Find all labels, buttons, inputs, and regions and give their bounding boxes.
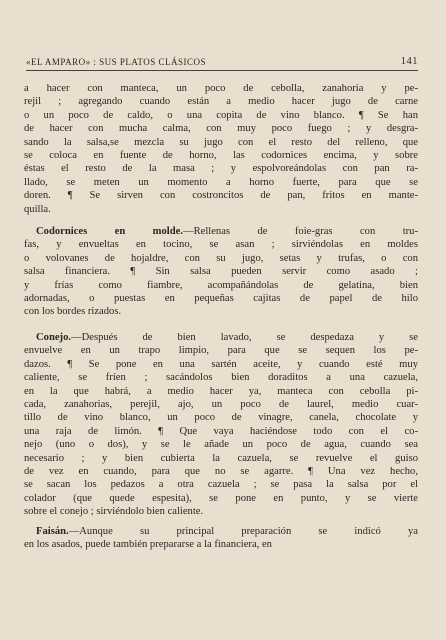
line-text: tillo de vino blanco, un poco de vinagre, canela, chocolate y bbox=[24, 412, 418, 424]
paragraph-p4 bbox=[24, 525, 418, 552]
line-text: necesario ; y bien cubierta la cazuela, se revuelve el guiso bbox=[24, 452, 418, 464]
line-text: —Después de bien lavado, se despedaza y se bbox=[71, 332, 418, 343]
text-line bbox=[24, 398, 418, 411]
text-line bbox=[24, 189, 418, 202]
line-text: una raja de limón. ¶ Que vaya haciéndose todo con el co- bbox=[24, 425, 418, 437]
paragraph-p3 bbox=[24, 331, 418, 519]
text-line bbox=[24, 305, 418, 318]
text-line bbox=[24, 162, 418, 175]
recipe-heading: Conejo. bbox=[36, 332, 72, 343]
text-line bbox=[24, 331, 418, 344]
text-line bbox=[24, 358, 418, 371]
line-text: en los asados, puede también prepararse a la financiera, en bbox=[24, 539, 272, 551]
line-text: doren. ¶ Se sirven con costroncitos de pan, fritos en mante- bbox=[24, 190, 418, 202]
line-text: envuelve en un trapo limpio, para que se sequen los pe- bbox=[24, 345, 418, 357]
page-number: 141 bbox=[400, 56, 418, 67]
line-text: se coloca en fuente de horno, las codornices encima, y sobre bbox=[24, 150, 418, 162]
text-line bbox=[24, 136, 418, 149]
paragraph-p1 bbox=[24, 82, 418, 216]
line-text: dazos. ¶ Se pone en una sartén aceite, y cuando esté muy bbox=[24, 358, 418, 370]
running-title: «EL AMPARO» : SUS PLATOS CLÁSICOS bbox=[26, 57, 206, 67]
text-line bbox=[24, 122, 418, 135]
line-text: a hacer con manteca, un poco de cebolla, zanahoria y pe- bbox=[24, 83, 418, 94]
line-text: se sacan los pedazos a otra cazuela ; se pasa la salsa por el bbox=[24, 479, 418, 491]
text-line bbox=[24, 525, 418, 538]
recipe-heading: Codornices en molde. bbox=[36, 226, 183, 237]
header-rule bbox=[26, 70, 418, 71]
text-line bbox=[24, 478, 418, 491]
paragraph-p2 bbox=[24, 225, 418, 319]
text-line bbox=[24, 95, 418, 108]
text-line bbox=[24, 109, 418, 122]
line-text: o volovanes de hojaldre, con su jugo, setas y trufas, o con bbox=[24, 252, 418, 264]
text-line bbox=[24, 411, 418, 424]
text-line bbox=[24, 82, 418, 95]
line-text: caliente, se fríen ; sacándolos bien doraditos a una cazuela, bbox=[24, 372, 418, 384]
line-text: —Rellenas de foie-gras con tru- bbox=[182, 226, 418, 237]
line-text: o un poco de caldo, o una copita de vino blanco. ¶ Se han bbox=[24, 109, 418, 121]
line-text: adornadas, o puestas en pequeñas cajitas de papel de hilo bbox=[24, 293, 418, 305]
line-text: llado, se meten un momento a horno fuerte, para que se bbox=[24, 176, 418, 188]
line-text: con los bordes rizados. bbox=[24, 306, 122, 318]
text-line bbox=[24, 238, 418, 251]
text-line bbox=[24, 425, 418, 438]
line-text: en la que habrá, a medio hacer ya, manteca con cebolla pi- bbox=[24, 385, 418, 397]
text-line bbox=[24, 492, 418, 505]
text-line bbox=[24, 292, 418, 305]
line-text: cada, zanahorias, perejil, ajo, un poco de laurel, medio cuar- bbox=[24, 399, 418, 411]
text-line bbox=[24, 265, 418, 278]
text-line bbox=[24, 344, 418, 357]
text-line bbox=[24, 385, 418, 398]
line-text: —Aunque su principal preparación se indicó ya bbox=[68, 526, 418, 537]
line-text: éstas el resto de la masa ; y espolvoreándolas con pan ra- bbox=[24, 163, 418, 175]
text-line bbox=[24, 149, 418, 162]
line-text: rejil ; agregando cuando están a medio hacer jugo de carne bbox=[24, 96, 418, 108]
text-line bbox=[24, 438, 418, 451]
running-header bbox=[26, 57, 418, 71]
text-line bbox=[24, 465, 418, 478]
text-line bbox=[24, 176, 418, 189]
text-line bbox=[24, 252, 418, 265]
line-text: colador (que quede espesita), se pone en punto, y se vierte bbox=[24, 492, 418, 504]
line-text: nejo (uno o dos), y se le añade un poco de agua, cuando sea bbox=[24, 439, 418, 451]
line-text: salsa financiera. ¶ Sin salsa pueden servir como asado ; bbox=[24, 266, 418, 278]
text-line bbox=[24, 225, 418, 238]
text-line bbox=[24, 538, 418, 551]
line-text: sobre el conejo ; sirviéndolo bien caliente. bbox=[24, 506, 204, 518]
line-text: sando la salsa,se mezcla su jugo con el resto del relleno, que bbox=[24, 136, 418, 148]
line-text: de hacer con mucha calma, con muy poco fuego ; y desgra- bbox=[24, 123, 418, 135]
line-text: fas, y envueltas en tocino, se asan ; sirviéndolas en moldes bbox=[24, 239, 418, 251]
text-line bbox=[24, 371, 418, 384]
line-text: de vez en cuando, para que no se agarre. ¶ Una vez hecho, bbox=[24, 466, 418, 478]
text-line bbox=[24, 452, 418, 465]
line-text: y frías como fiambre, acompañándolas de gelatina, bien bbox=[24, 279, 418, 291]
text-line bbox=[24, 279, 418, 292]
recipe-heading: Faisán. bbox=[36, 526, 69, 537]
text-line bbox=[24, 203, 418, 216]
line-text: quilla. bbox=[24, 203, 51, 215]
text-line bbox=[24, 505, 418, 518]
